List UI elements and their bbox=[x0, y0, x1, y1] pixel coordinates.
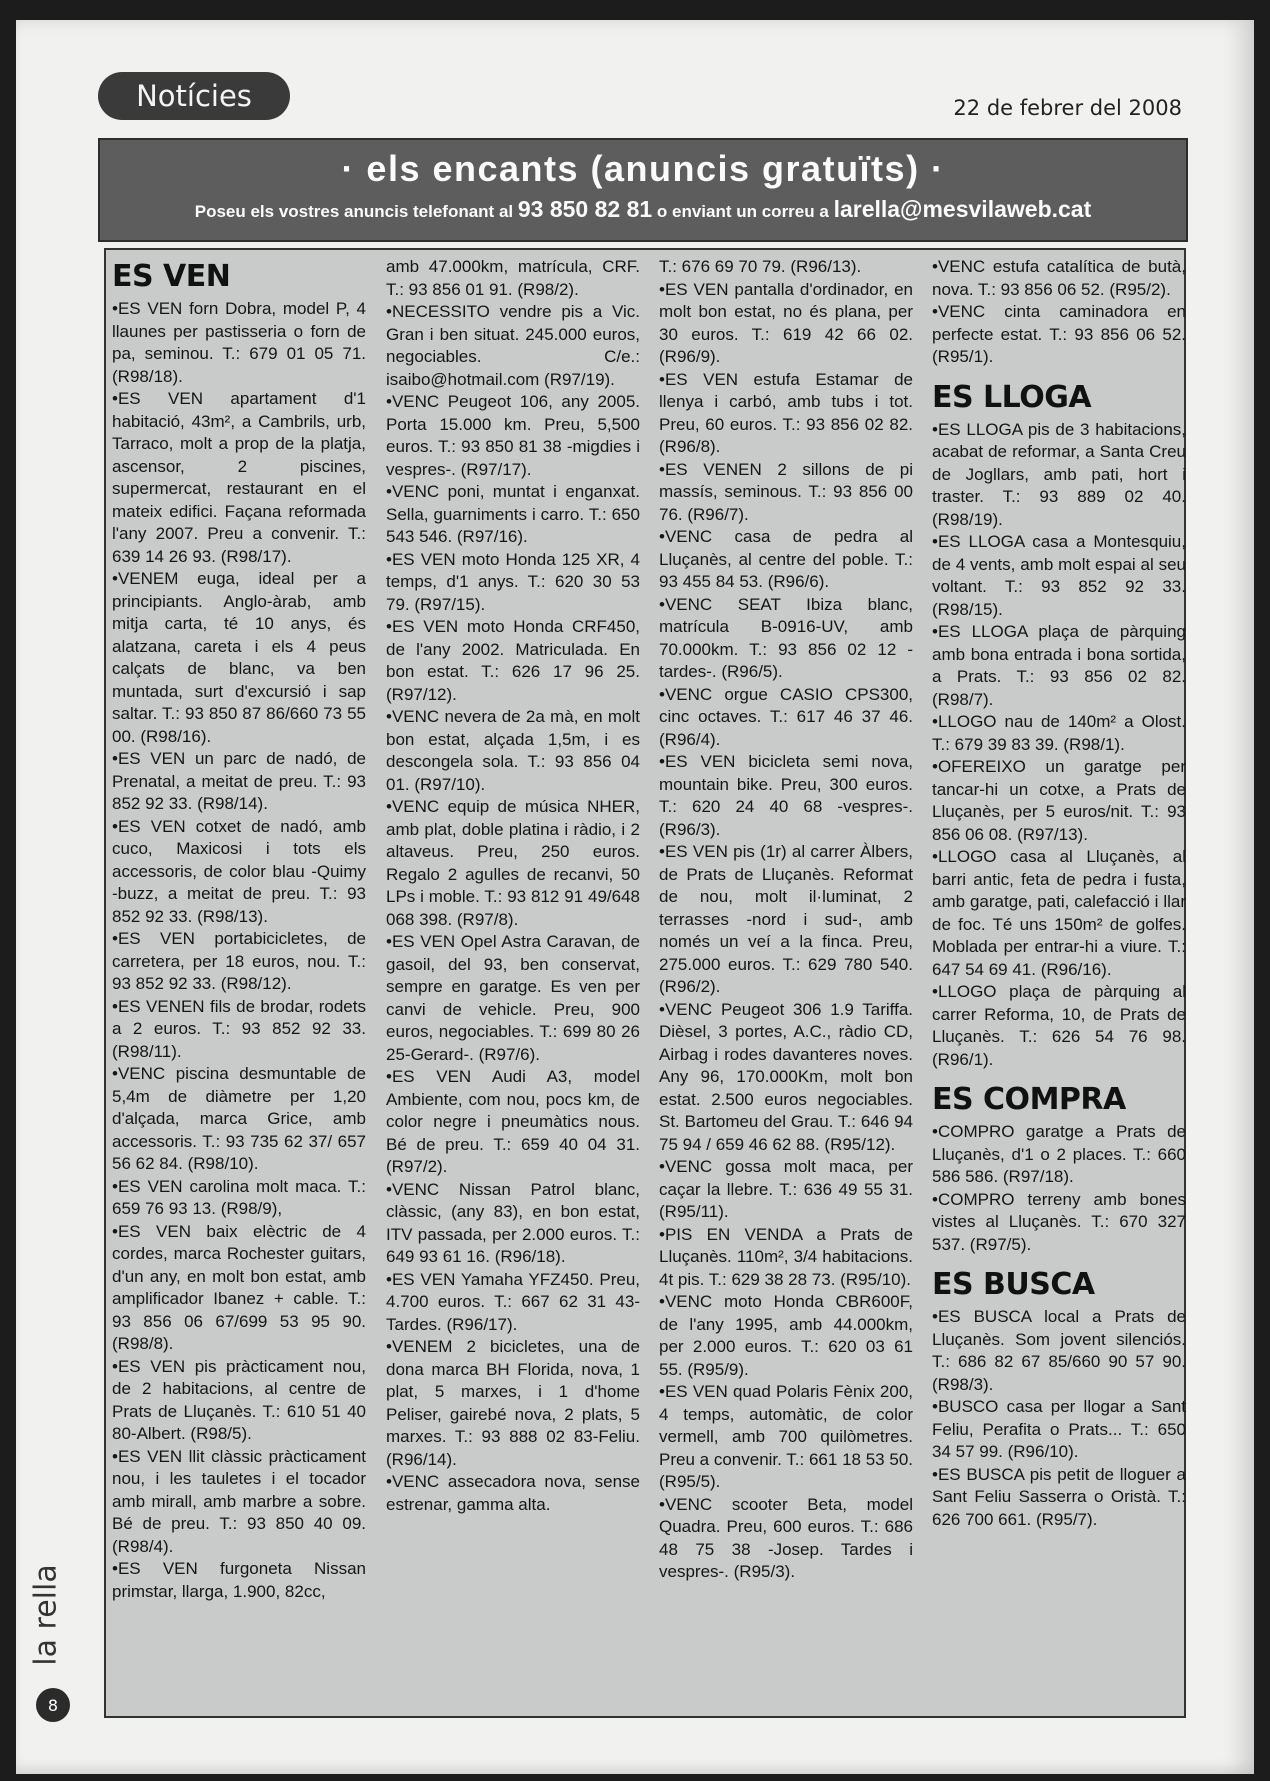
classified-ad: •ES BUSCA local a Prats de Lluçanès. Som jovent silenciós. T.: 686 82 67 85/660 90 57 90. (R98/3). bbox=[932, 1307, 1186, 1394]
classified-ad: •VENC equip de música NHER, amb plat, doble platina i ràdio, i 2 altaveus. Preu, 250 euros. Regalo 2 agulles de recanvi, 50 LPs i moble. T.: 93 812 91 49/648 068 398. (R97/8). bbox=[386, 797, 640, 929]
classified-ad: •COMPRO garatge a Prats de Lluçanès, d'1 o 2 places. T.: 660 586 586. (R97/18). bbox=[932, 1122, 1186, 1186]
classified-ad: •LLOGO plaça de pàrquing al carrer Reforma, 10, de Prats de Lluçanès. T.: 626 54 76 98. (R96/1). bbox=[932, 982, 1186, 1069]
magazine-page bbox=[16, 20, 1254, 1774]
classified-ad: •VENC Peugeot 106, any 2005. Porta 15.000 km. Preu, 5,500 euros. T.: 93 850 81 38 -migdies i vespres-. (R97/17). bbox=[386, 392, 640, 479]
section-heading-es-compra: ES COMPRA bbox=[932, 1082, 1126, 1117]
banner-email: larella@mesvilaweb.cat bbox=[833, 196, 1092, 222]
magazine-spine-title bbox=[26, 1550, 66, 1680]
magazine-name: la rella bbox=[28, 1564, 64, 1666]
ad-list bbox=[386, 256, 640, 1516]
classified-ad: •VENEM euga, ideal per a principiants. Anglo-àrab, amb mitja carta, té 10 anys, és alatzana, careta i els 4 peus calçats de blanc, va ben muntada, surt d'excursió i sap saltar. T.: 93 850 87 86/660 73 55 00. (R98/16). bbox=[112, 569, 366, 746]
classified-ad: •VENC orgue CASIO CPS300, cinc octaves. T.: 617 46 37 46. (R96/4). bbox=[659, 684, 913, 749]
classified-ad: •ES VENEN fils de brodar, rodets a 2 euros. T.: 93 852 92 33. (R98/11). bbox=[112, 996, 366, 1061]
ad-list bbox=[932, 1306, 1186, 1531]
classified-ad: •ES LLOGA casa a Montesquiu, de 4 vents, amb molt espai al seu voltant. T.: 93 852 92 33. (R98/15). bbox=[932, 532, 1186, 619]
classified-ad: •VENC casa de pedra al Lluçanès, al centre del poble. T.: 93 455 84 53. (R96/6). bbox=[659, 527, 913, 591]
classified-ad: •ES VEN Opel Astra Caravan, de gasoil, del 93, ben conservat, sempre en garatge. Es ven per canvi de vehicle. Preu, 900 euros, negociables. T.: 699 80 26 25-Gerard-. (R97/6). bbox=[386, 932, 640, 1064]
column-3 bbox=[659, 256, 913, 1712]
classified-ad: •BUSCO casa per llogar a Sant Feliu, Perafita o Prats... T.: 650 34 57 99. (R96/10). bbox=[932, 1397, 1186, 1461]
classifieds-columns bbox=[104, 248, 1186, 1718]
section-heading-es-lloga: ES LLOGA bbox=[932, 379, 1092, 415]
classified-ad: T.: 676 69 70 79. (R96/13). bbox=[659, 257, 862, 276]
ad-list bbox=[112, 298, 366, 1603]
classified-ad: •ES VEN pis pràcticament nou, de 2 habitacions, al centre de Prats de Lluçanès. T.: 610 51 40 80-Albert. (R98/5). bbox=[112, 1356, 366, 1443]
section-tab-label: Notícies bbox=[136, 79, 252, 113]
banner-phone: 93 850 82 81 bbox=[517, 196, 653, 222]
classified-ad: •OFEREIXO un garatge per tancar-hi un cotxe, a Prats de Lluçanès, per 5 euros/nit. T.: 93 856 06 08. (R97/13). bbox=[932, 757, 1186, 844]
section-tab bbox=[98, 72, 290, 120]
classified-ad: •ES VEN carolina molt maca. T.: 659 76 93 13. (R98/9), bbox=[112, 1176, 366, 1218]
classified-ad: •VENC SEAT Ibiza blanc, matrícula B-0916-UV, amb 70.000km. T.: 93 856 02 12 -tardes-. (R96/5). bbox=[659, 594, 913, 681]
classified-ad: •ES VEN llit clàssic pràcticament nou, i les tauletes i el tocador amb mirall, amb marbre a sobre. Bé de preu. T.: 93 850 40 09. (R98/4). bbox=[112, 1446, 366, 1556]
column-4 bbox=[932, 256, 1186, 1712]
page-number: 8 bbox=[36, 1688, 70, 1722]
classified-ad: •ES VEN baix elèctric de 4 cordes, marca Rochester guitars, d'un any, en molt bon estat, amb amplificador Ibanez + cable. T.: 93 856 06 67/699 53 95 90. (R98/8). bbox=[112, 1221, 366, 1353]
classified-ad: •ES VEN portabicicletes, de carretera, per 18 euros, nou. T.: 93 852 92 33. (R98/12). bbox=[112, 929, 366, 993]
classified-ad: •ES VEN estufa Estamar de llenya i carbó, amb tubs i tot. Preu, 60 euros. T.: 93 856 02 82. (R96/8). bbox=[659, 369, 913, 456]
classified-ad: •VENC estufa catalítica de butà, nova. T.: 93 856 06 52. (R95/2). bbox=[932, 257, 1186, 299]
classified-ad: •ES VEN moto Honda CRF450, de l'any 2002. Matriculada. En bon estat. T.: 626 17 96 25. (R97/12). bbox=[386, 617, 640, 704]
classified-ad: •LLOGO nau de 140m² a Olost. T.: 679 39 83 39. (R98/1). bbox=[932, 712, 1186, 754]
classified-ad: •VENC Nissan Patrol blanc, clàssic, (any 83), en bon estat, ITV passada, per 2.000 euros. T.: 649 93 61 16. (R96/18). bbox=[386, 1179, 640, 1266]
classified-ad: •VENEM 2 bicicletes, una de dona marca BH Florida, nova, 1 plat, 5 marxes, i 1 d'home Peliser, gairebé nova, 2 plats, 5 marxes. T.: 93 888 02 83-Feliu. (R96/14). bbox=[386, 1337, 640, 1469]
classified-ad: •ES VEN Yamaha YFZ450. Preu, 4.700 euros. T.: 667 62 31 43-Tardes. (R96/17). bbox=[386, 1269, 640, 1334]
classified-ad: •VENC gossa molt maca, per caçar la llebre. T.: 636 49 55 31. (R95/11). bbox=[659, 1157, 913, 1221]
classified-ad: •NECESSITO vendre pis a Vic. Gran i ben situat. 245.000 euros, negociables. C/e.: isaibo@hotmail.com (R97/19). bbox=[386, 302, 640, 389]
classified-ad: amb 47.000km, matrícula, CRF. T.: 93 856 01 91. (R98/2). bbox=[386, 257, 640, 299]
banner-sub-prefix: Poseu els vostres anuncis telefonant al bbox=[194, 202, 514, 221]
classified-ad: •VENC assecadora nova, sense estrenar, gamma alta. bbox=[386, 1472, 640, 1514]
issue-date: 22 de febrer del 2008 bbox=[953, 96, 1182, 120]
classified-ad: •VENC cinta caminadora en perfecte estat. T.: 93 856 06 52. (R95/1). bbox=[932, 302, 1186, 366]
classified-ad: •ES VEN un parc de nadó, de Prenatal, a meitat de preu. T.: 93 852 92 33. (R98/14). bbox=[112, 749, 366, 813]
classified-ad: •PIS EN VENDA a Prats de Lluçanès. 110m², 3/4 habitacions. 4t pis. T.: 629 38 28 73. (R95/10). bbox=[659, 1224, 913, 1289]
classified-ad: •ES VEN forn Dobra, model P, 4 llaunes per pastisseria o forn de pa, seminou. T.: 679 01 05 71. (R98/18). bbox=[112, 299, 366, 386]
column-1 bbox=[112, 256, 366, 1712]
ad-list bbox=[659, 256, 913, 1584]
classified-ad: •ES VEN Audi A3, model Ambiente, com nou, pocs km, de color negre i pneumàtics nous. Bé de preu. T.: 659 40 04 31. (R97/2). bbox=[386, 1067, 640, 1176]
classified-ad: •ES VENEN 2 sillons de pi massís, seminous. T.: 93 856 00 76. (R96/7). bbox=[659, 459, 913, 524]
classifieds-banner bbox=[98, 138, 1188, 242]
classified-ad: •ES VEN furgoneta Nissan primstar, llarga, 1.900, 82cc, bbox=[112, 1559, 366, 1601]
banner-subtitle bbox=[100, 196, 1186, 223]
classified-ad: •ES LLOGA pis de 3 habitacions, acabat de reformar, a Santa Creu de Jogllars, amb pati, hort i traster. T.: 93 889 02 40. (R98/19). bbox=[932, 419, 1186, 529]
classified-ad: •ES VEN pantalla d'ordinador, en molt bon estat, no és plana, per 30 euros. T.: 619 42 66 02. (R96/9). bbox=[659, 279, 913, 366]
classified-ad: •VENC Peugeot 306 1.9 Tariffa. Dièsel, 3 portes, A.C., ràdio CD, Airbag i rodes davanteres noves. Any 96, 170.000Km, molt bon estat. 2.500 euros negociables. St. Bartomeu del Grau. T.: 646 94 75 94 / 659 46 62 88. (R95/12). bbox=[659, 999, 913, 1154]
classified-ad: •VENC scooter Beta, model Quadra. Preu, 600 euros. T.: 686 48 75 38 -Josep. Tardes i vespres-. (R95/3). bbox=[659, 1494, 913, 1581]
banner-title: · els encants (anuncis gratuïts) · bbox=[341, 148, 945, 189]
classified-ad: •ES BUSCA pis petit de lloguer a Sant Feliu Sasserra o Oristà. T.: 626 700 661. (R95/7). bbox=[932, 1464, 1186, 1529]
classified-ad: •COMPRO terreny amb bones vistes al Lluçanès. T.: 670 327 537. (R97/5). bbox=[932, 1189, 1186, 1254]
classified-ad: •ES VEN bicicleta semi nova, mountain bike. Preu, 300 euros. T.: 620 24 40 68 -vespres-. (R96/3). bbox=[659, 752, 913, 839]
classified-ad: •ES VEN pis (1r) al carrer Àlbers, de Prats de Lluçanès. Reformat de nou, molt il·luminat, 2 terrasses -nord i sud-, amb només un veí a la finca. Preu, 275.000 euros. T.: 629 780 540. (R96/2). bbox=[659, 842, 913, 996]
classified-ad: •ES VEN moto Honda 125 XR, 4 temps, d'1 anys. T.: 620 30 53 79. (R97/15). bbox=[386, 549, 640, 614]
ad-list bbox=[932, 256, 1186, 369]
classified-ad: •VENC piscina desmuntable de 5,4m de diàmetre per 1,20 d'alçada, marca Grice, amb accessoris. T.: 93 735 62 37/ 657 56 62 84. (R98/10). bbox=[112, 1064, 366, 1173]
banner-sub-middle: o enviant un correu a bbox=[656, 202, 829, 221]
classified-ad: •VENC poni, muntat i enganxat. Sella, guarniments i carro. T.: 650 543 546. (R97/16). bbox=[386, 482, 640, 546]
classified-ad: •LLOGO casa al Lluçanès, al barri antic, feta de pedra i fusta, amb garatge, pati, calefacció i llar de foc. Té uns 150m² de golfes. Moblada per entrar-hi a viure. T.: 647 54 69 41. (R96/16). bbox=[932, 847, 1186, 979]
classified-ad: •ES VEN apartament d'1 habitació, 43m², a Cambrils, urb, Tarraco, molt a prop de la platja, ascensor, 2 piscines, supermercat, restaurant en el mateix edifici. Façana reformada l'any 2007. Preu a convenir. T.: 639 14 26 93. (R98/17). bbox=[112, 389, 366, 566]
section-heading-es-busca: ES BUSCA bbox=[932, 1267, 1095, 1302]
ad-list bbox=[932, 419, 1186, 1072]
classified-ad: •ES VEN cotxet de nadó, amb cuco, Maxicosi i tots els accessoris, de color blau -Quimy -buzz, a meitat de preu. T.: 93 852 92 33. (R98/13). bbox=[112, 816, 366, 926]
classified-ad: •ES LLOGA plaça de pàrquing amb bona entrada i bona sortida, a Prats. T.: 93 856 02 82. (R98/7). bbox=[932, 622, 1186, 709]
classified-ad: •VENC moto Honda CBR600F, de l'any 1995, amb 44.000km, per 2.000 euros. T.: 620 03 61 55. (R95/9). bbox=[659, 1292, 913, 1379]
classified-ad: •ES VEN quad Polaris Fènix 200, 4 temps, automàtic, de color vermell, amb 700 quilòmetres. Preu a convenir. T.: 661 18 53 50. (R95/5). bbox=[659, 1382, 913, 1491]
column-2 bbox=[386, 256, 640, 1712]
section-heading-es-ven: ES VEN bbox=[112, 259, 231, 294]
classified-ad: •VENC nevera de 2a mà, en molt bon estat, alçada 1,5m, i es descongela sola. T.: 93 856 04 01. (R97/10). bbox=[386, 707, 640, 794]
ad-list bbox=[932, 1121, 1186, 1256]
